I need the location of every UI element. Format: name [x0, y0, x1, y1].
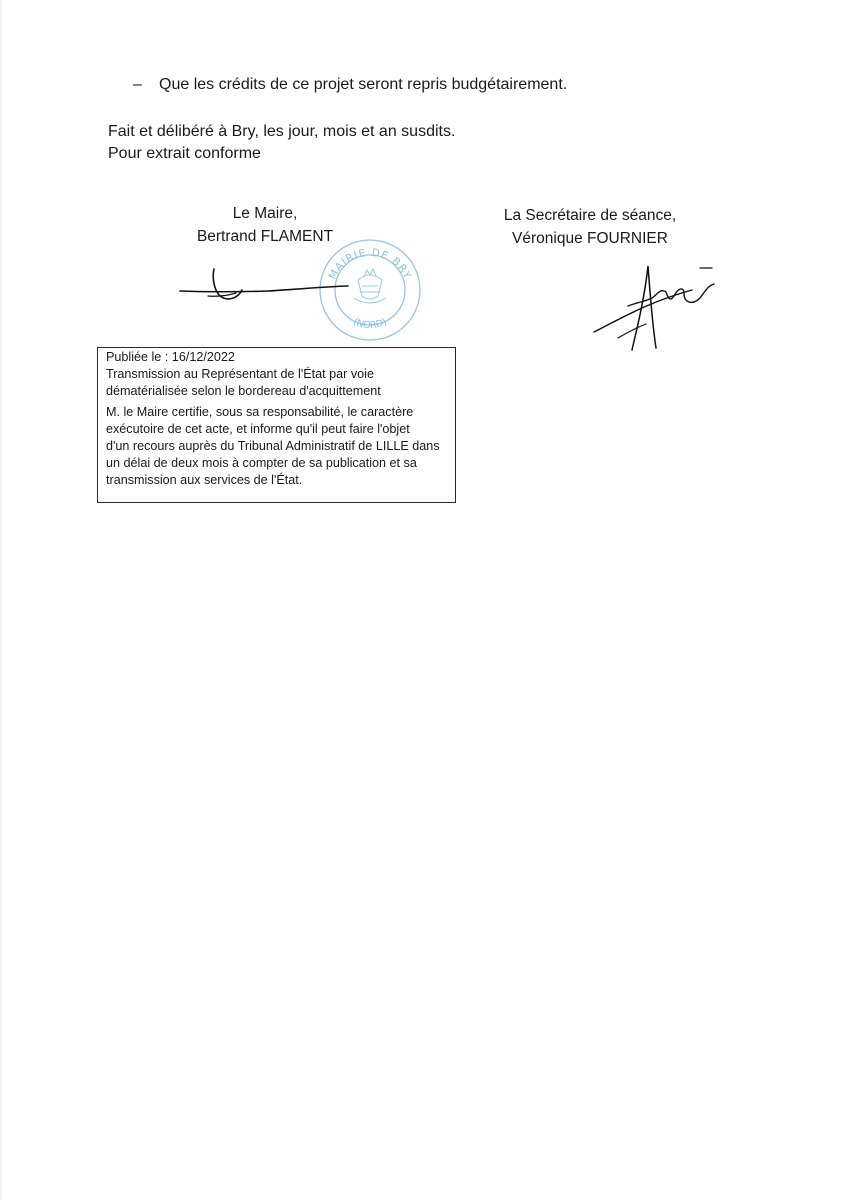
- secretaire-signature: [588, 262, 718, 354]
- bullet-dash: –: [133, 76, 142, 93]
- transmission-line-2: dématérialisée selon le bordereau d'acquittement: [106, 384, 381, 399]
- stamp-text-bottom: (NORD): [351, 316, 389, 332]
- certification-line-1: M. le Maire certifie, sous sa responsabilité, le caractère: [106, 404, 414, 419]
- maire-name: Bertrand FLAMENT: [196, 228, 334, 245]
- publication-date: Publiée le : 16/12/2022: [106, 350, 235, 364]
- maire-signature: [178, 266, 358, 306]
- secretaire-title: La Secrétaire de séance,: [503, 207, 677, 224]
- maire-title: Le Maire,: [232, 205, 298, 222]
- certification-line-5: transmission aux services de l'État.: [106, 473, 303, 488]
- secretaire-signature-block: [492, 204, 688, 250]
- page-edge: [0, 0, 2, 1200]
- transmission-line-1: Transmission au Représentant de l'État par voie: [106, 367, 374, 382]
- stamp-text-top: MAIRIE DE BRY: [326, 246, 414, 282]
- certification-line-3: d'un recours auprès du Tribunal Administratif de LILLE dans: [106, 439, 440, 454]
- closing-statement: [108, 121, 455, 165]
- closing-line-1: Fait et délibéré à Bry, les jour, mois et an susdits.: [108, 123, 456, 140]
- bullet-text: Que les crédits de ce projet seront repris budgétairement.: [159, 76, 568, 93]
- svg-text:(NORD): [351, 316, 388, 331]
- closing-line-2: Pour extrait conforme: [108, 145, 261, 162]
- secretaire-name: Véronique FOURNIER: [512, 230, 668, 247]
- bullet-item: [133, 76, 567, 94]
- certification-line-2: exécutoire de cet acte, et informe qu'il peut faire l'objet: [106, 421, 410, 436]
- publication-notice-box: [97, 347, 456, 503]
- certification-line-4: un délai de deux mois à compter de sa publication et sa: [106, 456, 417, 471]
